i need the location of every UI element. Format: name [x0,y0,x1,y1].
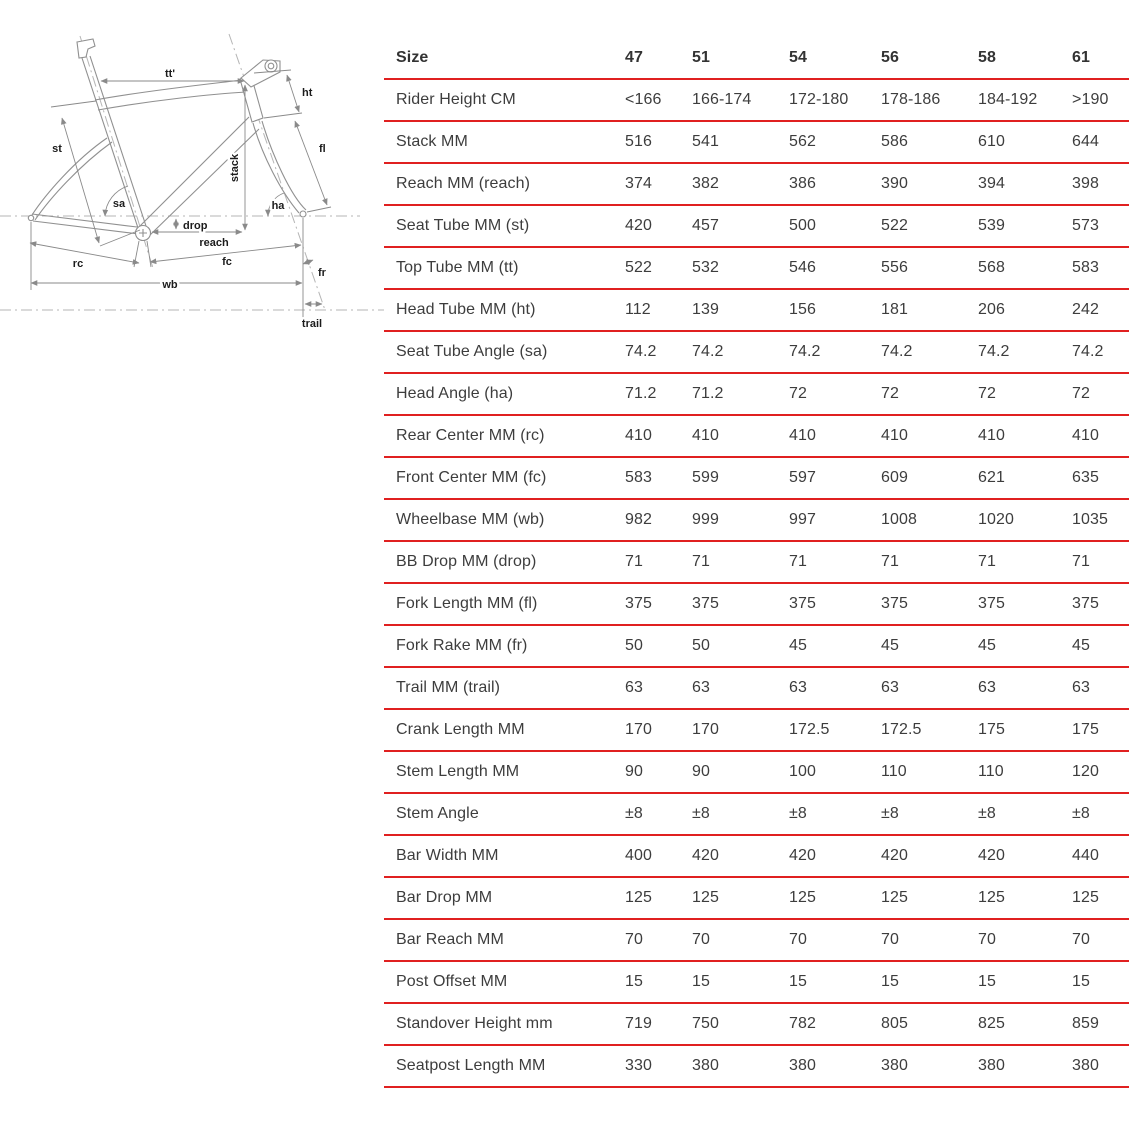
front-dropout [300,211,306,217]
row-value: 72 [881,385,899,402]
row-value: 999 [692,511,719,528]
row-label: Stem Angle [396,805,479,822]
row-label: Front Center MM (fc) [396,469,547,486]
row-value: 74.2 [625,343,657,360]
row-value: 110 [881,763,907,780]
row-value: 63 [1072,679,1090,696]
row-value: 156 [789,301,816,318]
dim-head-tube [287,75,299,112]
row-value: 63 [625,679,643,696]
row-label: Top Tube MM (tt) [396,259,519,276]
row-value: 375 [625,595,652,612]
row-value: 63 [978,679,996,696]
table-row [384,542,1129,584]
label-st: st [52,143,62,155]
dim-fork-length [295,121,327,205]
row-value: 45 [978,637,996,654]
label-stack: stack [229,153,241,183]
row-value: 400 [625,847,652,864]
row-value: 750 [692,1015,719,1032]
row-value: 375 [789,595,816,612]
row-value: 125 [1072,889,1099,906]
row-value: 74.2 [978,343,1010,360]
row-value: 206 [978,301,1005,318]
row-value: 599 [692,469,719,486]
row-value: 50 [625,637,643,654]
saddle-clamp [77,39,95,58]
row-value: 70 [789,931,807,948]
row-value: 375 [1072,595,1099,612]
label-drop: drop [183,220,208,232]
row-value: 72 [789,385,807,402]
row-value: 562 [789,133,816,150]
row-value: 125 [625,889,652,906]
row-label: Stack MM [396,133,468,150]
row-value: 420 [881,847,908,864]
row-value: 375 [692,595,719,612]
seat-tube [82,58,139,231]
row-value: 583 [1072,259,1099,276]
row-value: 597 [789,469,816,486]
row-label: Seatpost Length MM [396,1057,546,1074]
header-size-value: 54 [789,49,807,66]
row-value: 516 [625,133,652,150]
handlebar-clamp [265,60,277,72]
table-row [384,962,1129,1004]
row-value: 644 [1072,133,1099,150]
label-tt: tt' [165,68,175,80]
row-value: ±8 [978,805,996,822]
table-row [384,80,1129,122]
label-ha: ha [271,200,285,212]
label-reach: reach [199,237,229,249]
table-row [384,752,1129,794]
row-value: 170 [692,721,719,738]
header-size-value: 47 [625,49,643,66]
axis-lines [0,34,384,310]
row-value: 825 [978,1015,1005,1032]
row-value: 170 [625,721,652,738]
row-value: ±8 [1072,805,1090,822]
table-row [384,374,1129,416]
row-label: Rider Height CM [396,91,516,108]
row-value: 166-174 [692,91,752,108]
row-value: 410 [881,427,908,444]
row-value: 71 [789,553,807,570]
table-row [384,122,1129,164]
table-row [384,500,1129,542]
table-row [384,1004,1129,1046]
row-value: 172.5 [881,721,922,738]
label-sa: sa [112,198,126,210]
row-value: 380 [881,1057,908,1074]
row-value: 420 [978,847,1005,864]
chain-stay [33,221,139,234]
table-row [384,668,1129,710]
row-value: 74.2 [692,343,724,360]
row-value: 70 [881,931,899,948]
row-value: 1008 [881,511,917,528]
row-value: 380 [789,1057,816,1074]
label-rc: rc [72,258,84,270]
row-value: 90 [625,763,643,780]
extension-lines [31,70,331,318]
row-value: 532 [692,259,719,276]
dim-rear-center [30,243,139,263]
row-value: 375 [978,595,1005,612]
seat-stay [35,142,112,220]
top-tube [98,92,246,110]
label-trail: trail [301,318,323,330]
table-row [384,710,1129,752]
row-label: Head Angle (ha) [396,385,514,402]
row-value: 568 [978,259,1005,276]
row-value: 410 [978,427,1005,444]
row-value: 175 [978,721,1005,738]
label-ht: ht [302,87,313,99]
row-value: 522 [625,259,652,276]
row-value: 982 [625,511,652,528]
row-value: <166 [625,91,662,108]
row-value: 719 [625,1015,652,1032]
row-value: ±8 [881,805,899,822]
row-value: 50 [692,637,710,654]
row-value: 380 [692,1057,719,1074]
row-value: ±8 [692,805,710,822]
row-value: 583 [625,469,652,486]
table-row [384,206,1129,248]
table-row [384,878,1129,920]
row-value: 181 [881,301,908,318]
row-value: 139 [692,301,719,318]
row-value: 112 [625,301,651,318]
row-label: BB Drop MM (drop) [396,553,537,570]
row-value: 546 [789,259,816,276]
row-value: 178-186 [881,91,941,108]
table-row [384,794,1129,836]
row-value: 394 [978,175,1005,192]
row-value: 70 [1072,931,1090,948]
row-value: 63 [692,679,710,696]
row-value: 74.2 [881,343,913,360]
row-value: 175 [1072,721,1099,738]
row-value: 125 [881,889,908,906]
row-value: 45 [789,637,807,654]
row-value: 621 [978,469,1005,486]
row-value: 63 [789,679,807,696]
row-label: Head Tube MM (ht) [396,301,536,318]
row-value: 71 [625,553,643,570]
row-value: 15 [881,973,899,990]
row-label: Bar Width MM [396,847,499,864]
row-value: 541 [692,133,719,150]
row-value: 15 [625,973,643,990]
row-value: 380 [978,1057,1005,1074]
row-value: 386 [789,175,816,192]
table-row [384,332,1129,374]
row-value: 45 [1072,637,1090,654]
row-label: Crank Length MM [396,721,525,738]
top-tube [95,80,242,100]
row-value: >190 [1072,91,1109,108]
row-value: 71.2 [692,385,724,402]
geometry-table [384,38,1129,1088]
row-value: 1035 [1072,511,1108,528]
row-value: 72 [978,385,996,402]
table-header-row [384,38,1129,80]
row-label: Seat Tube Angle (sa) [396,343,548,360]
row-value: 635 [1072,469,1099,486]
row-value: 420 [789,847,816,864]
row-value: 586 [881,133,908,150]
row-value: 330 [625,1057,652,1074]
row-value: 1020 [978,511,1014,528]
label-wb: wb [162,279,178,291]
row-value: 63 [881,679,899,696]
table-row [384,416,1129,458]
row-value: 172.5 [789,721,830,738]
row-value: 805 [881,1015,908,1032]
row-value: 380 [1072,1057,1099,1074]
seat-stay [32,138,107,215]
table-row [384,458,1129,500]
table-row [384,920,1129,962]
row-value: 15 [692,973,710,990]
diagram-labels [52,68,327,330]
row-label: Reach MM (reach) [396,175,531,192]
row-label: Wheelbase MM (wb) [396,511,545,528]
row-value: 410 [789,427,816,444]
row-value: 556 [881,259,908,276]
row-value: 70 [692,931,710,948]
row-label: Stem Length MM [396,763,520,780]
row-value: 420 [692,847,719,864]
row-value: 71.2 [625,385,657,402]
row-value: 74.2 [1072,343,1104,360]
row-value: 45 [881,637,899,654]
row-value: 573 [1072,217,1099,234]
row-value: ±8 [625,805,643,822]
row-value: 457 [692,217,719,234]
row-value: 500 [789,217,816,234]
row-value: 410 [692,427,719,444]
row-value: 382 [692,175,719,192]
row-value: 70 [625,931,643,948]
row-value: 90 [692,763,710,780]
row-value: 15 [1072,973,1090,990]
table-row [384,248,1129,290]
row-value: 71 [881,553,899,570]
row-label: Post Offset MM [396,973,508,990]
row-label: Standover Height mm [396,1015,553,1032]
row-value: 74.2 [789,343,821,360]
label-fr: fr [318,267,326,279]
row-value: 70 [978,931,996,948]
row-value: 375 [881,595,908,612]
row-label: Rear Center MM (rc) [396,427,545,444]
row-value: 71 [692,553,710,570]
header-size-value: 51 [692,49,710,66]
header-size-value: 61 [1072,49,1090,66]
row-value: 997 [789,511,816,528]
row-value: 125 [789,889,816,906]
label-fl: fl [319,143,326,155]
row-value: 522 [881,217,908,234]
row-value: 242 [1072,301,1099,318]
geometry-diagram [0,0,384,345]
row-value: 184-192 [978,91,1038,108]
row-value: 410 [625,427,652,444]
row-value: 100 [789,763,816,780]
row-value: ±8 [789,805,807,822]
row-value: 120 [1072,763,1099,780]
row-label: Trail MM (trail) [396,679,501,696]
row-value: 539 [978,217,1005,234]
row-value: 610 [978,133,1005,150]
table-row [384,584,1129,626]
row-label: Bar Reach MM [396,931,504,948]
header-size-value: 58 [978,49,996,66]
row-value: 440 [1072,847,1099,864]
row-value: 782 [789,1015,816,1032]
row-value: 15 [978,973,996,990]
row-label: Fork Rake MM (fr) [396,637,528,654]
table-row [384,626,1129,668]
table-row [384,1046,1129,1088]
row-value: 125 [978,889,1005,906]
row-value: 72 [1072,385,1090,402]
row-value: 71 [978,553,996,570]
geometry-diagram-svg [0,0,384,345]
table-row [384,164,1129,206]
row-value: 398 [1072,175,1099,192]
row-value: 859 [1072,1015,1099,1032]
row-label: Fork Length MM (fl) [396,595,538,612]
row-value: 609 [881,469,908,486]
row-value: 71 [1072,553,1090,570]
table-body [384,80,1129,1088]
label-fc: fc [222,256,232,268]
row-value: 420 [625,217,652,234]
row-value: 390 [881,175,908,192]
table-row [384,290,1129,332]
row-value: 110 [978,763,1004,780]
row-value: 410 [1072,427,1099,444]
fork-blade [262,121,306,210]
table-row [384,836,1129,878]
header-size-value: 56 [881,49,899,66]
row-label: Bar Drop MM [396,889,493,906]
rear-dropout [28,215,33,220]
header-size-label: Size [396,49,429,66]
row-value: 374 [625,175,652,192]
row-value: 172-180 [789,91,849,108]
row-value: 15 [789,973,807,990]
row-value: 125 [692,889,719,906]
row-label: Seat Tube MM (st) [396,217,530,234]
